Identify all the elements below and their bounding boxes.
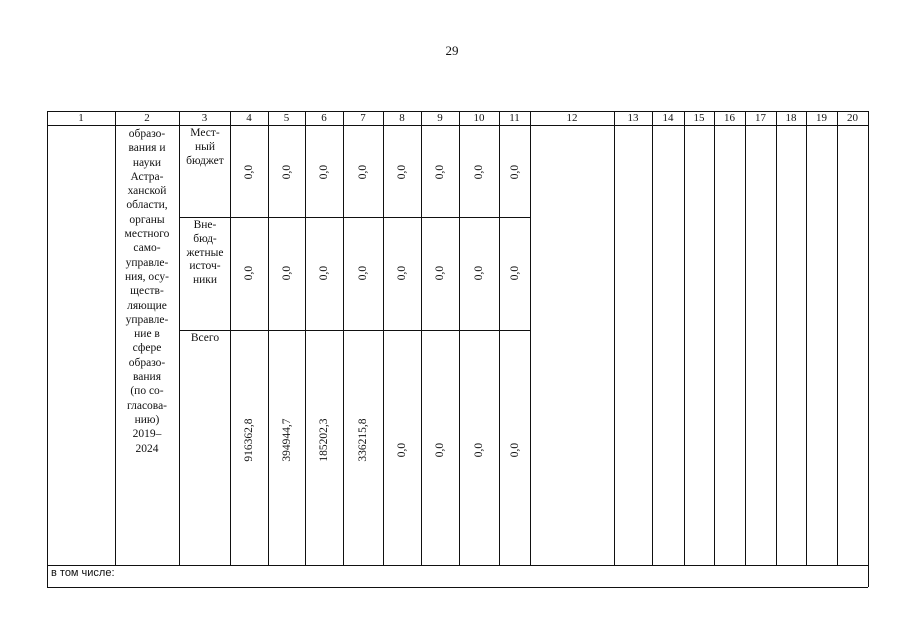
executor-line: управле- (125, 256, 169, 269)
executor-line: местного (124, 228, 170, 241)
funding-source-line: жетные (186, 246, 224, 259)
executor-line: 2024 (135, 442, 159, 455)
column-divider (714, 111, 715, 565)
column-header: 17 (755, 112, 766, 124)
amount-text: 0,0 (434, 442, 446, 458)
table-side-border (868, 111, 869, 587)
column-header: 20 (847, 112, 858, 124)
executor-line: образо- (128, 128, 166, 140)
column-header: 19 (816, 112, 827, 124)
amount-text: 0,0 (473, 442, 485, 458)
column-header: 2 (144, 112, 150, 124)
page-number: 29 (445, 43, 459, 58)
column-header: 3 (201, 112, 208, 124)
amount-text: 0,0 (473, 265, 485, 281)
column-divider (383, 111, 384, 565)
row-separator (179, 217, 530, 218)
column-header: 5 (283, 112, 290, 124)
executor-line: 2019– (132, 428, 162, 441)
subtotal-label: в том числе: (51, 567, 115, 579)
amount-text: 0,0 (318, 164, 330, 180)
funding-source-line: ный (194, 140, 216, 153)
funding-source-cell (181, 332, 229, 346)
executor-line: Астра- (130, 170, 164, 183)
column-divider (806, 111, 807, 565)
amount-text: 0,0 (396, 164, 408, 180)
executor-line: вания (133, 371, 161, 384)
column-header: 1 (78, 112, 84, 124)
amount-text: 0,0 (508, 442, 521, 458)
executor-line: ляющие (127, 299, 167, 312)
executor-line: ние в (134, 328, 160, 341)
column-divider (530, 111, 531, 565)
column-divider (305, 111, 306, 565)
amount-text: 0,0 (357, 265, 369, 281)
column-header: 8 (399, 112, 405, 124)
table-bottom-border (47, 587, 868, 588)
column-divider (230, 111, 231, 565)
column-divider (459, 111, 460, 565)
funding-source-line: Всего (190, 332, 220, 344)
amount-text: 336215,8 (357, 418, 369, 462)
column-divider (343, 111, 344, 565)
amount-text: 0,0 (357, 164, 369, 180)
column-divider (179, 111, 180, 565)
column-header: 18 (785, 112, 797, 124)
funding-source-line: источ- (189, 260, 221, 273)
column-divider (745, 111, 746, 565)
column-header: 9 (437, 112, 443, 124)
executor-line: ществ- (130, 285, 164, 298)
column-divider (268, 111, 269, 565)
column-header: 4 (246, 112, 252, 124)
amount-text: 0,0 (318, 265, 330, 281)
executor-line: сфере (132, 342, 162, 355)
executor-line: управле- (125, 313, 169, 326)
column-header: 12 (566, 112, 578, 124)
column-divider (421, 111, 422, 565)
column-divider (837, 111, 838, 565)
column-header: 15 (693, 112, 705, 124)
executor-line: вания и (128, 142, 166, 155)
amount-text: 0,0 (280, 164, 293, 180)
column-header: 6 (321, 112, 327, 124)
amount-text: 0,0 (243, 164, 255, 180)
funding-source-line: ники (192, 274, 218, 287)
amount-text: 0,0 (243, 265, 255, 281)
amount-text: 0,0 (280, 265, 293, 281)
column-header: 10 (473, 112, 485, 124)
executor-line: органы (129, 213, 165, 226)
executor-cell (116, 127, 178, 456)
amount-text: 0,0 (473, 164, 485, 180)
funding-source-cell (181, 127, 229, 168)
column-divider (776, 111, 777, 565)
table-side-border (47, 111, 48, 587)
executor-line: само- (133, 242, 161, 255)
column-header: 11 (509, 112, 520, 124)
funding-source-line: бюд- (193, 232, 217, 245)
amount-text: 0,0 (508, 265, 521, 281)
funding-source-line: бюджет (186, 154, 224, 167)
amount-text: 0,0 (396, 265, 408, 281)
column-divider (652, 111, 653, 565)
executor-line: области, (126, 199, 168, 212)
executor-line: ханской (127, 185, 167, 198)
column-header: 13 (627, 112, 639, 124)
column-header: 14 (662, 112, 674, 124)
funding-source-cell (181, 219, 229, 288)
amount-text: 0,0 (434, 164, 446, 180)
row-separator (179, 330, 530, 331)
executor-line: науки (132, 156, 162, 169)
executor-line: образо- (128, 356, 166, 369)
column-divider (684, 111, 685, 565)
executor-line: ния, осу- (125, 270, 169, 283)
column-divider (499, 111, 500, 565)
column-divider (614, 111, 615, 565)
executor-line: гласова- (126, 399, 168, 412)
content-bottom-border (47, 565, 868, 566)
column-header: 7 (360, 112, 366, 124)
amount-text: 394944,7 (280, 418, 293, 462)
funding-source-line: Мест- (190, 127, 220, 139)
amount-text: 0,0 (508, 164, 521, 180)
amount-text: 0,0 (396, 442, 408, 458)
amount-text: 916362,8 (243, 418, 255, 462)
executor-line: (по со- (130, 385, 164, 398)
amount-text: 0,0 (434, 265, 446, 281)
amount-text: 185202,3 (318, 418, 330, 462)
funding-source-line: Вне- (193, 219, 217, 231)
executor-line: нию) (134, 413, 160, 426)
column-header: 16 (724, 112, 735, 124)
